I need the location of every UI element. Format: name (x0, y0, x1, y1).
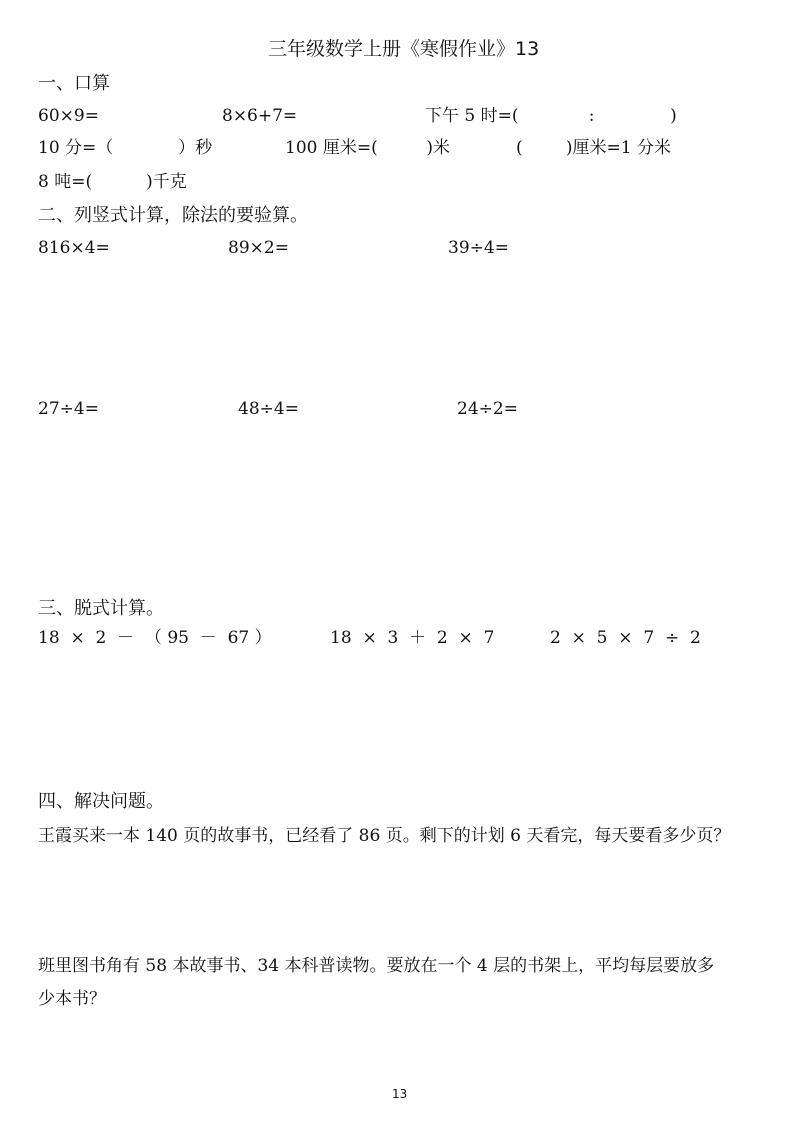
page-number: 13 (392, 1087, 408, 1101)
oral-calc-2: 8×6+7= (222, 106, 298, 126)
oral-calc-7: 8 吨=( )千克 (38, 172, 187, 192)
section-4-heading: 四、解决问题。 (38, 791, 164, 812)
oral-calc-5: 100 厘米=( )米 (285, 138, 450, 158)
vertical-calc-3: 39÷4= (448, 238, 509, 258)
section-2-heading: 二、列竖式计算，除法的要验算。 (38, 205, 308, 226)
oral-calc-3: 下午 5 时=( : ) (425, 106, 677, 126)
vertical-calc-5: 48÷4= (238, 399, 299, 419)
mixed-calc-3: 2 × 5 × 7 ÷ 2 (550, 628, 701, 648)
oral-calc-1: 60×9= (38, 106, 99, 126)
section-3-heading: 三、脱式计算。 (38, 598, 164, 619)
mixed-calc-2: 18 × 3 ＋ 2 × 7 (330, 628, 495, 648)
vertical-calc-1: 816×4= (38, 238, 110, 258)
vertical-calc-4: 27÷4= (38, 399, 99, 419)
word-problem-1: 王霞买来一本 140 页的故事书，已经看了 86 页。剩下的计划 6 天看完，每天要看多少页？ (38, 826, 731, 846)
section-1-heading: 一、口算 (38, 73, 110, 94)
word-problem-2-line-1: 班里图书角有 58 本故事书、34 本科普读物。要放在一个 4 层的书架上，平均每层要放多 (38, 956, 715, 976)
word-problem-2-line-2: 少本书？ (38, 989, 106, 1009)
page-title: 三年级数学上册《寒假作业》13 (268, 38, 540, 60)
oral-calc-4: 10 分=（ ）秒 (38, 138, 213, 158)
mixed-calc-1: 18 × 2 － （ 95 － 67 ） (38, 628, 272, 648)
vertical-calc-2: 89×2= (228, 238, 289, 258)
oral-calc-6: ( )厘米=1 分米 (516, 138, 671, 158)
vertical-calc-6: 24÷2= (457, 399, 518, 419)
